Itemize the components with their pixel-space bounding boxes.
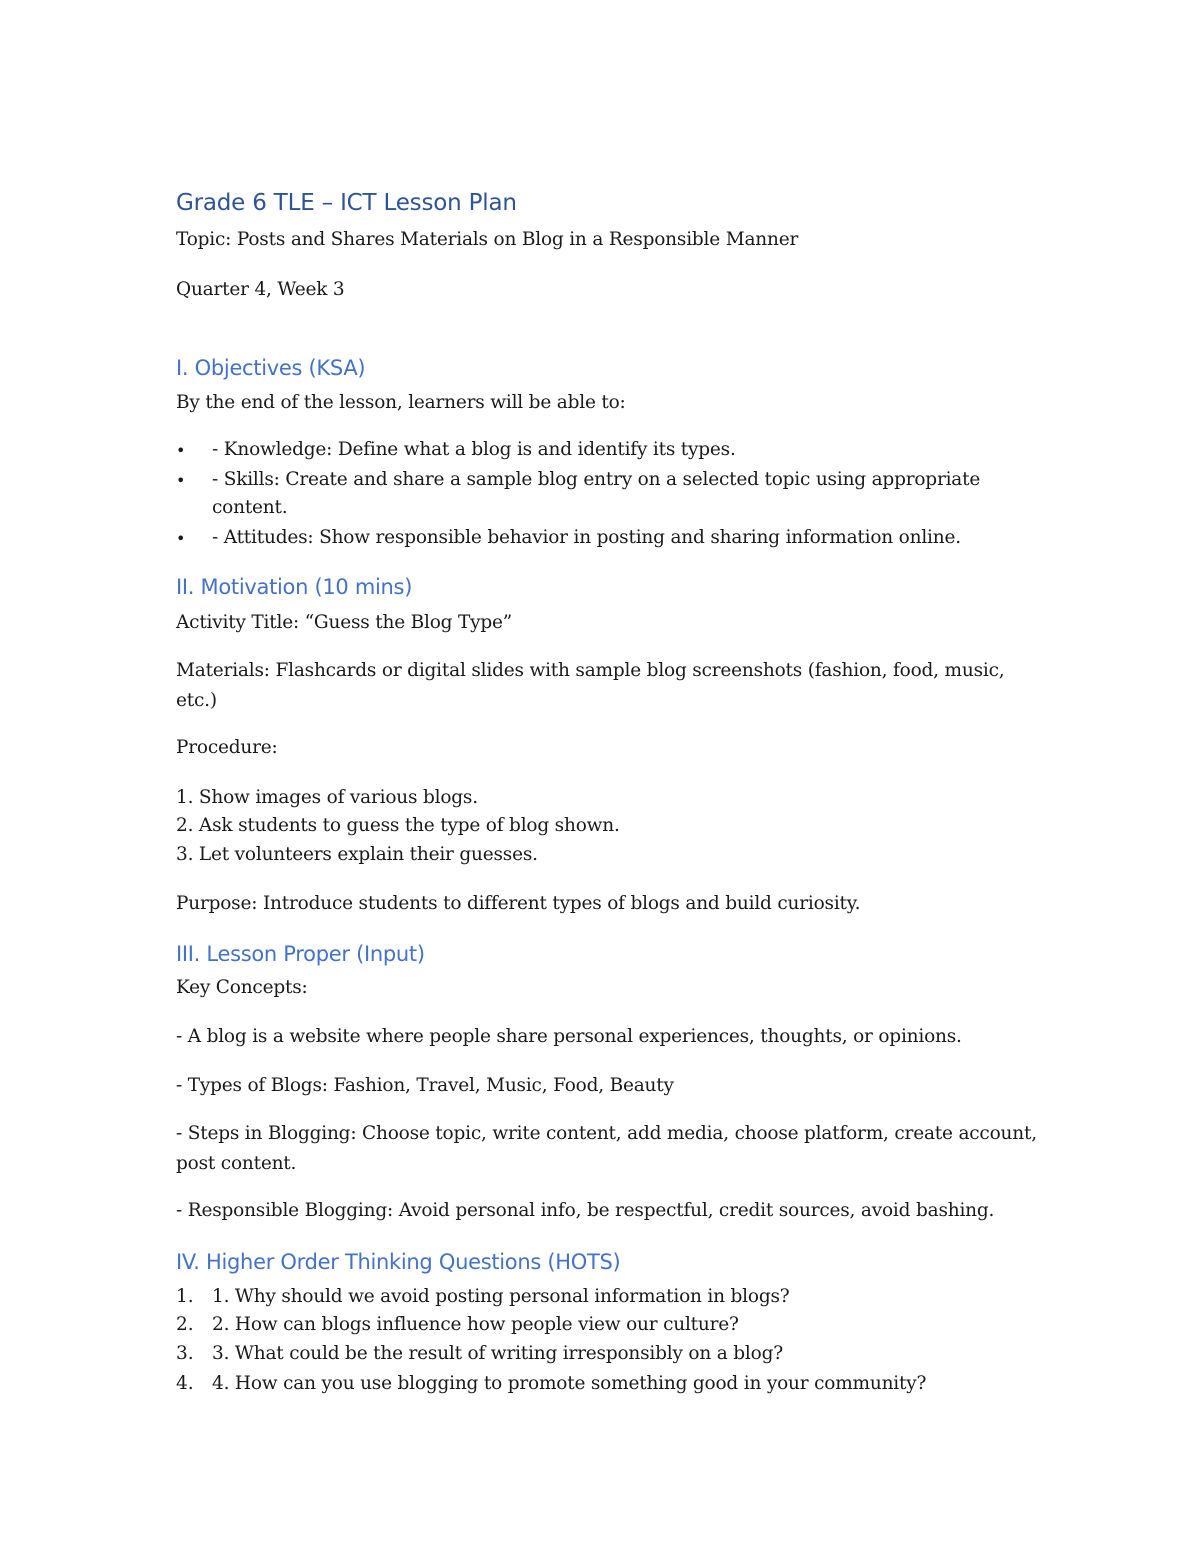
topic-line: Topic: Posts and Shares Materials on Blog in a Responsible Manner: [176, 229, 799, 250]
quarter-line: Quarter 4, Week 3: [176, 279, 345, 300]
procedure-step: 1. Show images of various blogs.: [176, 787, 478, 808]
list-number: 3.: [176, 1343, 194, 1364]
objectives-heading: I. Objectives (KSA): [176, 356, 366, 380]
purpose-line: Purpose: Introduce students to different types of blogs and build curiosity.: [176, 893, 861, 914]
hots-question: 2. How can blogs influence how people view our culture?: [212, 1314, 739, 1335]
objective-knowledge: - Knowledge: Define what a blog is and identify its types.: [212, 439, 736, 460]
procedure-step: 2. Ask students to guess the type of blog shown.: [176, 815, 620, 836]
materials-line: Materials: Flashcards or digital slides with sample blog screenshots (fashion, food, music,: [176, 660, 1005, 681]
concept-blogging-steps: - Steps in Blogging: Choose topic, write content, add media, choose platform, create account,: [176, 1123, 1037, 1144]
objective-skills: - Skills: Create and share a sample blog entry on a selected topic using appropriate: [212, 469, 981, 490]
hots-heading: IV. Higher Order Thinking Questions (HOTS): [176, 1250, 621, 1274]
lesson-heading: III. Lesson Proper (Input): [176, 942, 425, 966]
key-concepts-label: Key Concepts:: [176, 977, 308, 998]
bullet-glyph: •: [176, 529, 186, 548]
objective-skills-continued: content.: [212, 497, 288, 518]
hots-question: 1. Why should we avoid posting personal information in blogs?: [212, 1286, 790, 1307]
hots-question: 4. How can you use blogging to promote something good in your community?: [212, 1373, 927, 1394]
hots-question: 3. What could be the result of writing irresponsibly on a blog?: [212, 1343, 783, 1364]
bullet-glyph: •: [176, 471, 186, 490]
activity-title: Activity Title: “Guess the Blog Type”: [176, 612, 513, 633]
list-number: 1.: [176, 1286, 194, 1307]
materials-line-continued: etc.): [176, 690, 217, 711]
list-number: 2.: [176, 1314, 194, 1335]
bullet-glyph: •: [176, 441, 186, 460]
concept-blogging-steps-continued: post content.: [176, 1153, 297, 1174]
concept-responsible-blogging: - Responsible Blogging: Avoid personal info, be respectful, credit sources, avoid bashing.: [176, 1200, 995, 1221]
objectives-intro: By the end of the lesson, learners will be able to:: [176, 392, 626, 413]
procedure-step: 3. Let volunteers explain their guesses.: [176, 844, 538, 865]
document-title: Grade 6 TLE – ICT Lesson Plan: [176, 190, 517, 216]
motivation-heading: II. Motivation (10 mins): [176, 575, 413, 599]
concept-blog-types: - Types of Blogs: Fashion, Travel, Music, Food, Beauty: [176, 1075, 674, 1096]
objective-attitudes: - Attitudes: Show responsible behavior in posting and sharing information online.: [212, 527, 961, 548]
list-number: 4.: [176, 1373, 194, 1394]
procedure-label: Procedure:: [176, 737, 278, 758]
concept-blog-definition: - A blog is a website where people share personal experiences, thoughts, or opinions.: [176, 1026, 962, 1047]
